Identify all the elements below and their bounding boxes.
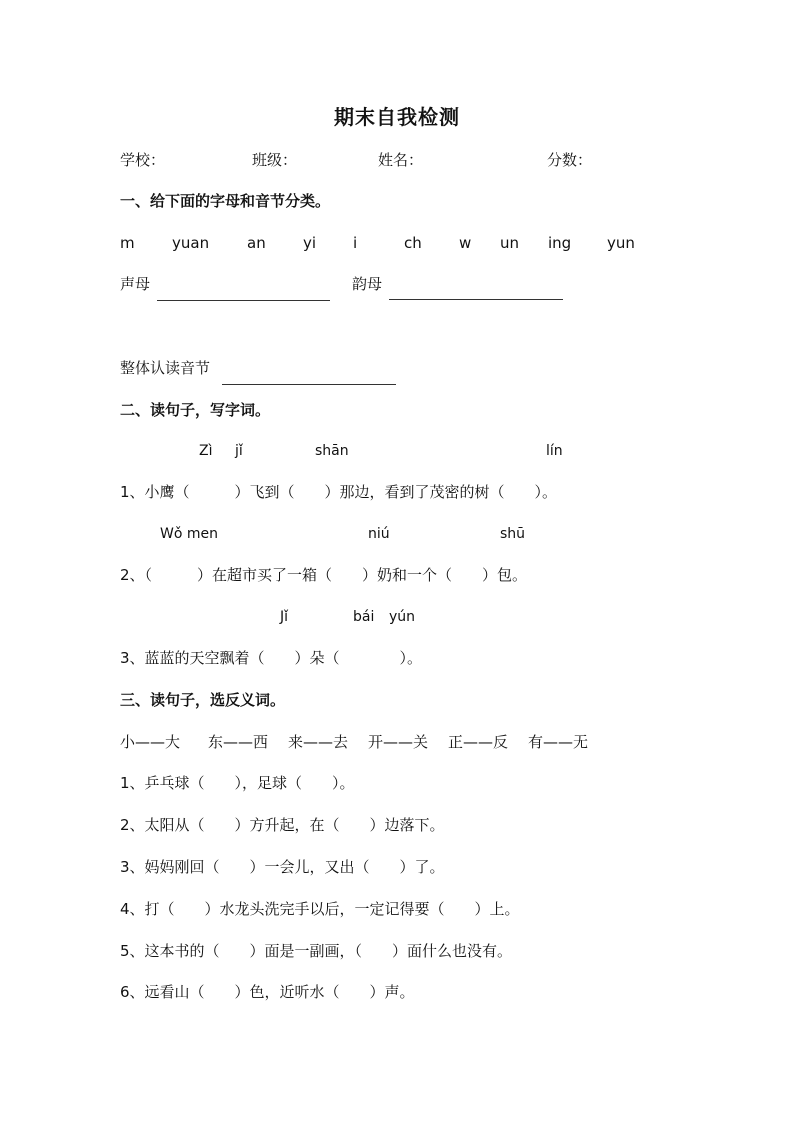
yunmu-label: 韵母: [352, 275, 383, 293]
antonym-question: 2、太阳从（ ）方升起，在（ ）边落下。: [120, 816, 445, 834]
letter-item: yun: [607, 234, 635, 252]
antonym-question: 3、妈妈刚回（ ）一会儿，又出（ ）了。: [120, 858, 445, 876]
pinyin-hint: shān: [315, 443, 349, 459]
pinyin-hint: niú: [368, 526, 390, 542]
antonym-pair: 来——去: [288, 733, 349, 751]
score-label: 分数：: [547, 151, 593, 169]
sentence-item: 1、小鹰（ ）飞到（ ）那边，看到了茂密的树（ ）。: [120, 483, 558, 501]
pinyin-hint: jǐ: [235, 443, 243, 459]
sentence-item: 2、（ ）在超市买了一箱（ ）奶和一个（ ）包。: [120, 566, 528, 584]
section1-heading: 一、给下面的字母和音节分类。: [120, 192, 331, 210]
antonym-question: 4、打（ ）水龙头洗完手以后，一定记得要（ ）上。: [120, 900, 520, 918]
pinyin-hint: bái: [353, 609, 375, 625]
pinyin-hint: shū: [500, 526, 526, 542]
pinyin-hint: yún: [389, 609, 416, 625]
letter-item: yuan: [172, 234, 210, 252]
sentence-item: 3、蓝蓝的天空飘着（ ）朵（ ）。: [120, 649, 423, 667]
pinyin-hint: Jǐ: [280, 609, 289, 625]
antonym-question: 5、这本书的（ ）面是一副画，（ ）面什么也没有。: [120, 942, 513, 960]
page-title: 期末自我检测: [334, 105, 460, 129]
name-label: 姓名：: [378, 151, 424, 169]
pinyin-hint: lín: [546, 443, 563, 459]
antonym-pair: 有——无: [528, 733, 589, 751]
zhengti-label: 整体认读音节: [120, 359, 211, 377]
letter-item: ing: [548, 234, 572, 252]
letter-item: i: [353, 234, 358, 252]
shengmu-label: 声母: [120, 275, 151, 293]
antonym-pair: 开——关: [368, 733, 429, 751]
letter-item: w: [459, 234, 472, 252]
antonym-question: 6、远看山（ ）色，近听水（ ）声。: [120, 983, 415, 1001]
letter-item: an: [247, 234, 266, 252]
letter-item: m: [120, 234, 135, 252]
school-label: 学校：: [120, 151, 166, 169]
yunmu-answer-line[interactable]: [389, 299, 563, 300]
zhengti-answer-line[interactable]: [222, 384, 396, 385]
letter-item: un: [500, 234, 520, 252]
antonym-pair: 东——西: [208, 733, 269, 751]
letter-item: yi: [303, 234, 317, 252]
shengmu-answer-line[interactable]: [157, 300, 330, 301]
class-label: 班级：: [252, 151, 298, 169]
antonym-question: 1、乒乓球（ ），足球（ ）。: [120, 774, 355, 792]
antonym-pair: 正——反: [448, 733, 509, 751]
antonym-pair: 小——大: [120, 733, 181, 751]
pinyin-hint: Wǒ men: [160, 526, 218, 542]
section2-heading: 二、读句子，写字词。: [120, 401, 271, 419]
pinyin-hint: Zì: [199, 443, 213, 459]
letter-item: ch: [404, 234, 422, 252]
section3-heading: 三、读句子，选反义词。: [120, 691, 286, 709]
